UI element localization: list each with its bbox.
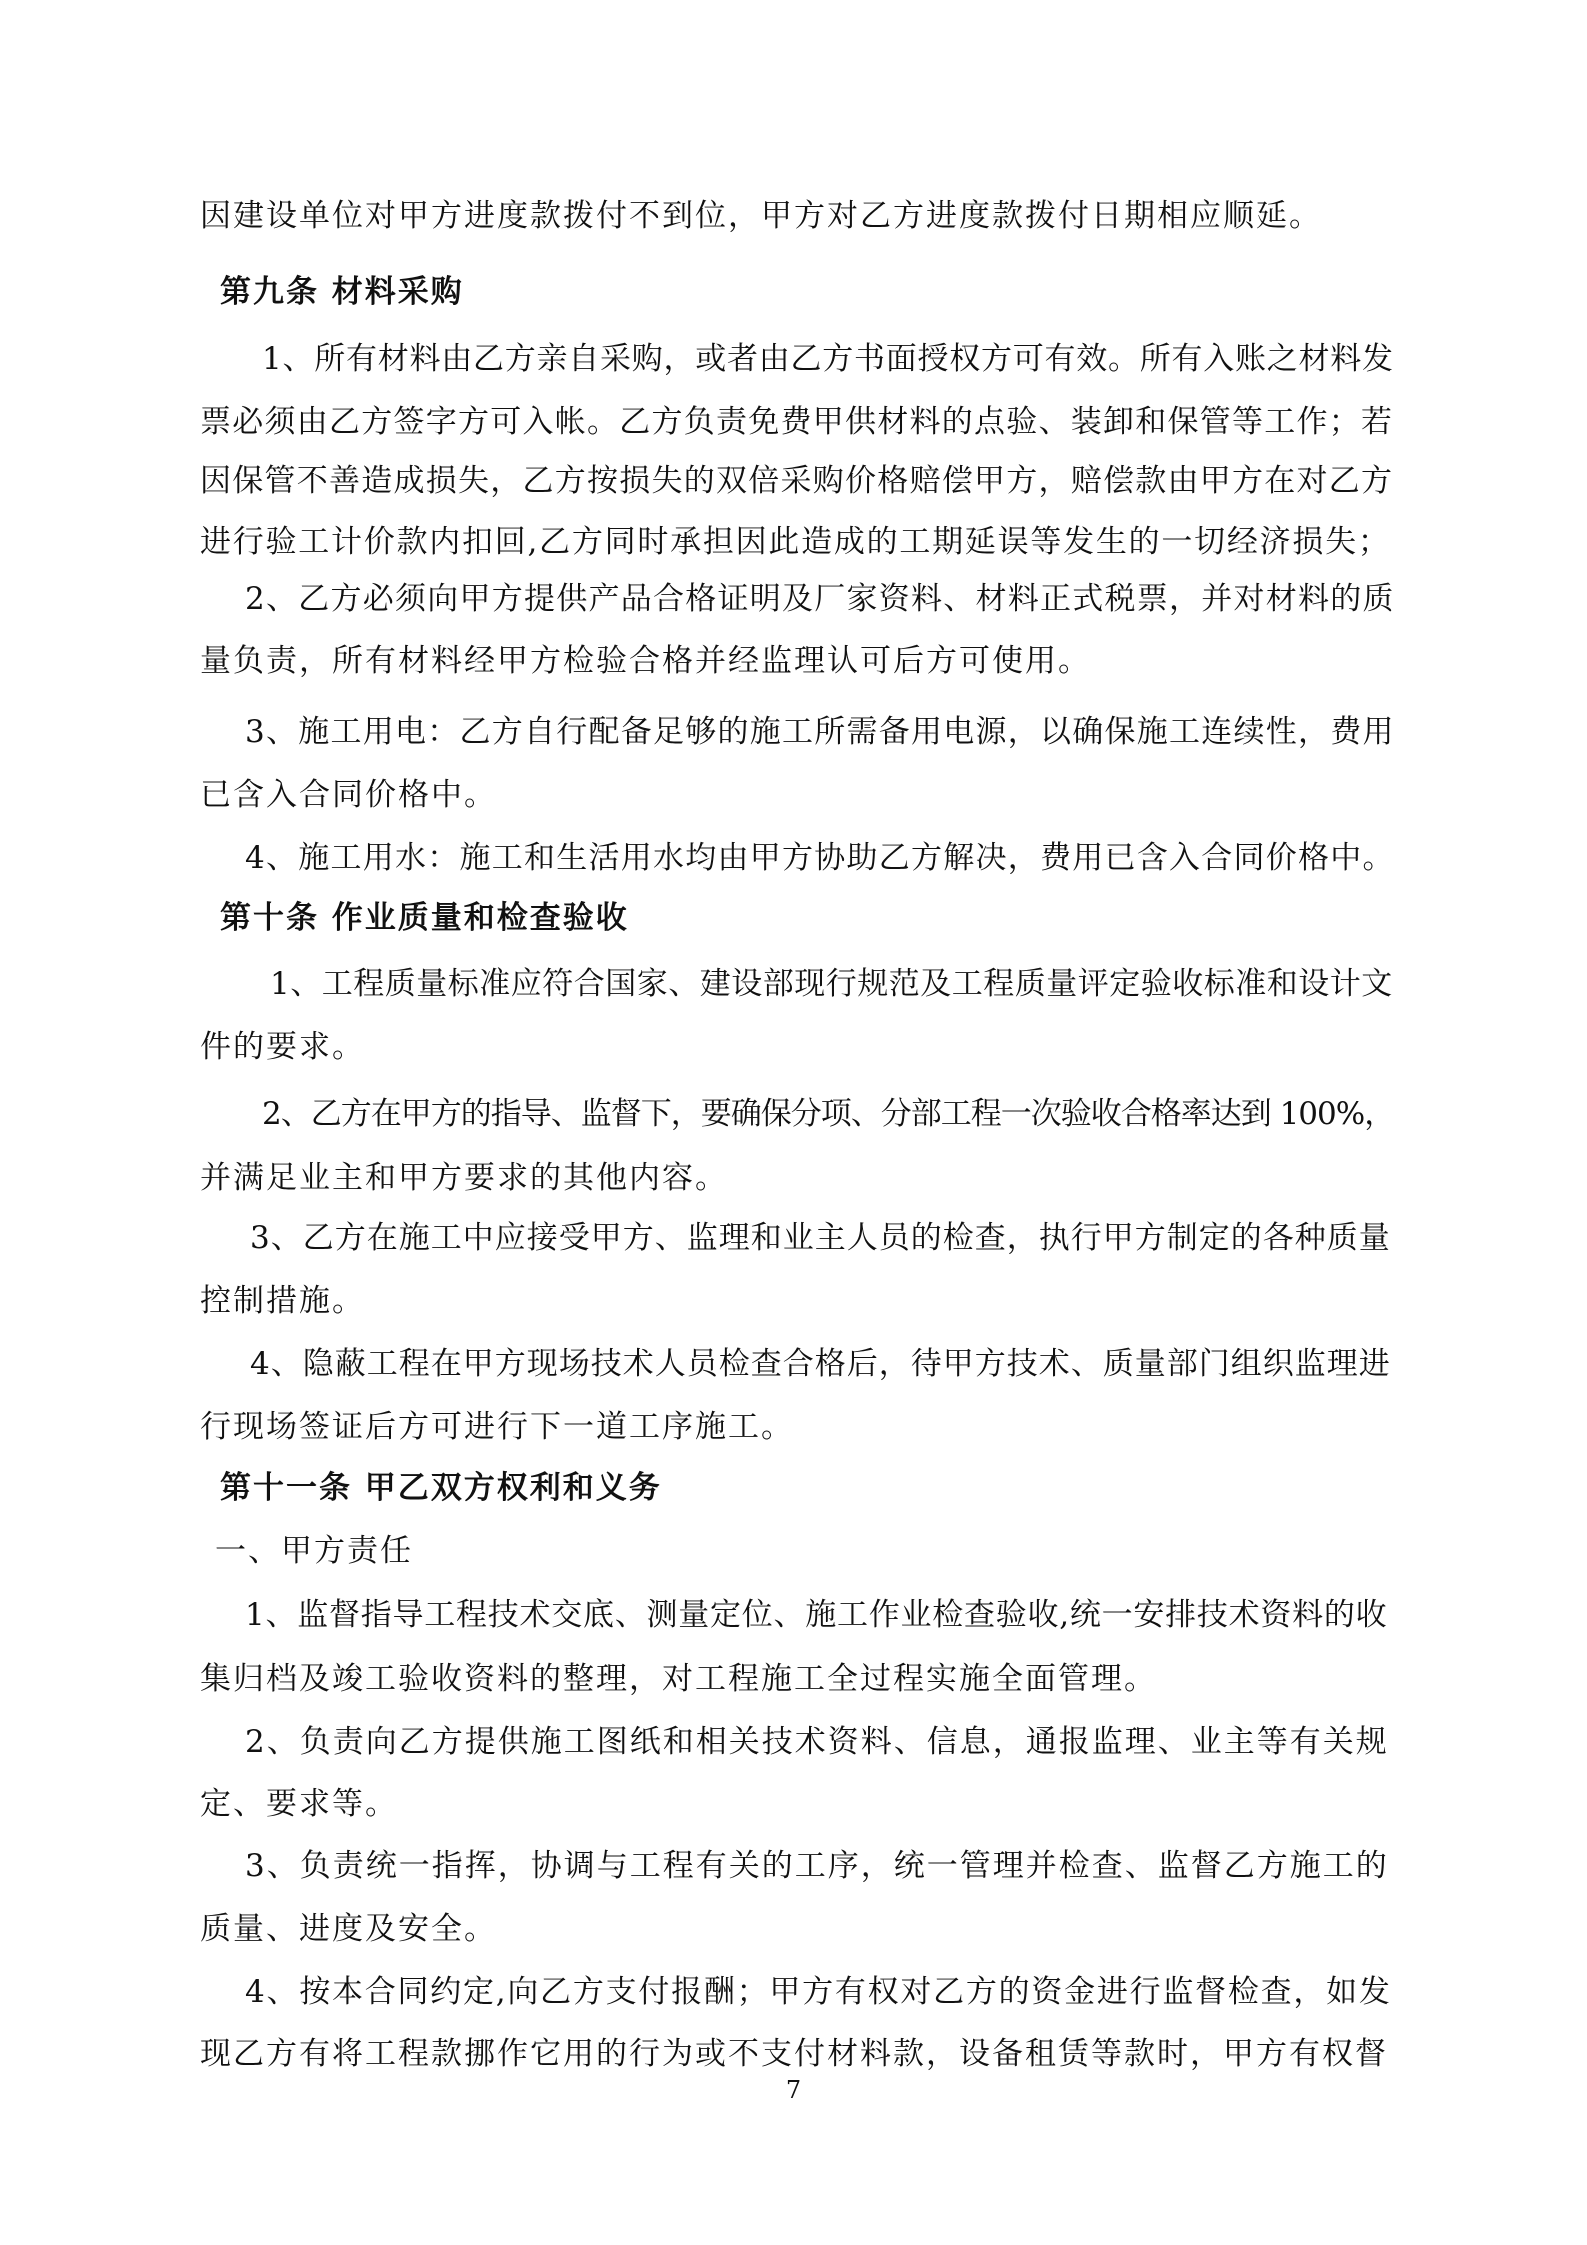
body-line: 4、隐蔽工程在甲方现场技术人员检查合格后，待甲方技术、质量部门组织监理进	[250, 1346, 1391, 1382]
body-line: 量负责，所有材料经甲方检验合格并经监理认可后方可使用。	[200, 643, 1091, 679]
body-line: 件的要求。	[200, 1029, 365, 1065]
body-line: 因保管不善造成损失，乙方按损失的双倍采购价格赔偿甲方，赔偿款由甲方在对乙方	[200, 463, 1394, 499]
body-line: 4、按本合同约定,向乙方支付报酬；甲方有权对乙方的资金进行监督检查，如发	[245, 1974, 1392, 2010]
body-line: 行现场签证后方可进行下一道工序施工。	[200, 1409, 794, 1445]
body-line: 现乙方有将工程款挪作它用的行为或不支付材料款，设备租赁等款时，甲方有权督	[200, 2036, 1388, 2072]
body-line: 4、施工用水：施工和生活用水均由甲方协助乙方解决，费用已含入合同价格中。	[245, 840, 1395, 876]
body-line: 3、乙方在施工中应接受甲方、监理和业主人员的检查，执行甲方制定的各种质量	[250, 1220, 1391, 1256]
body-line: 3、负责统一指挥，协调与工程有关的工序，统一管理并检查、监督乙方施工的	[245, 1848, 1389, 1884]
body-line: 2、乙方必须向甲方提供产品合格证明及厂家资料、材料正式税票，并对材料的质	[245, 581, 1395, 617]
body-line: 票必须由乙方签字方可入帐。乙方负责免费甲供材料的点验、装卸和保管等工作；若	[200, 404, 1394, 440]
page-number: 7	[785, 2076, 802, 2104]
body-line: 定、要求等。	[200, 1786, 398, 1822]
body-line: 进行验工计价款内扣回,乙方同时承担因此造成的工期延误等发生的一切经济损失；	[200, 524, 1391, 560]
body-line: 1、监督指导工程技术交底、测量定位、施工作业检查验收,统一安排技术资料的收	[245, 1597, 1388, 1633]
body-line: 1、工程质量标准应符合国家、建设部现行规范及工程质量评定验收标准和设计文	[270, 966, 1393, 1002]
section-heading: 第十一条 甲乙双方权利和义务	[220, 1470, 662, 1506]
body-line: 集归档及竣工验收资料的整理，对工程施工全过程实施全面管理。	[200, 1661, 1157, 1697]
body-line: 3、施工用电：乙方自行配备足够的施工所需备用电源，以确保施工连续性，费用	[245, 714, 1395, 750]
body-line: 控制措施。	[200, 1283, 365, 1319]
subsection-heading: 一、甲方责任	[215, 1533, 413, 1569]
body-line: 已含入合同价格中。	[200, 777, 497, 813]
section-heading: 第九条 材料采购	[220, 274, 464, 310]
body-line: 并满足业主和甲方要求的其他内容。	[200, 1160, 728, 1196]
section-heading: 第十条 作业质量和检查验收	[220, 900, 629, 936]
body-line: 2、乙方在甲方的指导、监督下，要确保分项、分部工程一次验收合格率达到 100%，	[262, 1096, 1395, 1132]
body-line: 因建设单位对甲方进度款拨付不到位，甲方对乙方进度款拨付日期相应顺延。	[200, 198, 1322, 234]
body-line: 质量、进度及安全。	[200, 1911, 497, 1947]
body-line: 1、所有材料由乙方亲自采购，或者由乙方书面授权方可有效。所有入账之材料发	[262, 341, 1394, 377]
body-line: 2、负责向乙方提供施工图纸和相关技术资料、信息，通报监理、业主等有关规	[245, 1724, 1389, 1760]
